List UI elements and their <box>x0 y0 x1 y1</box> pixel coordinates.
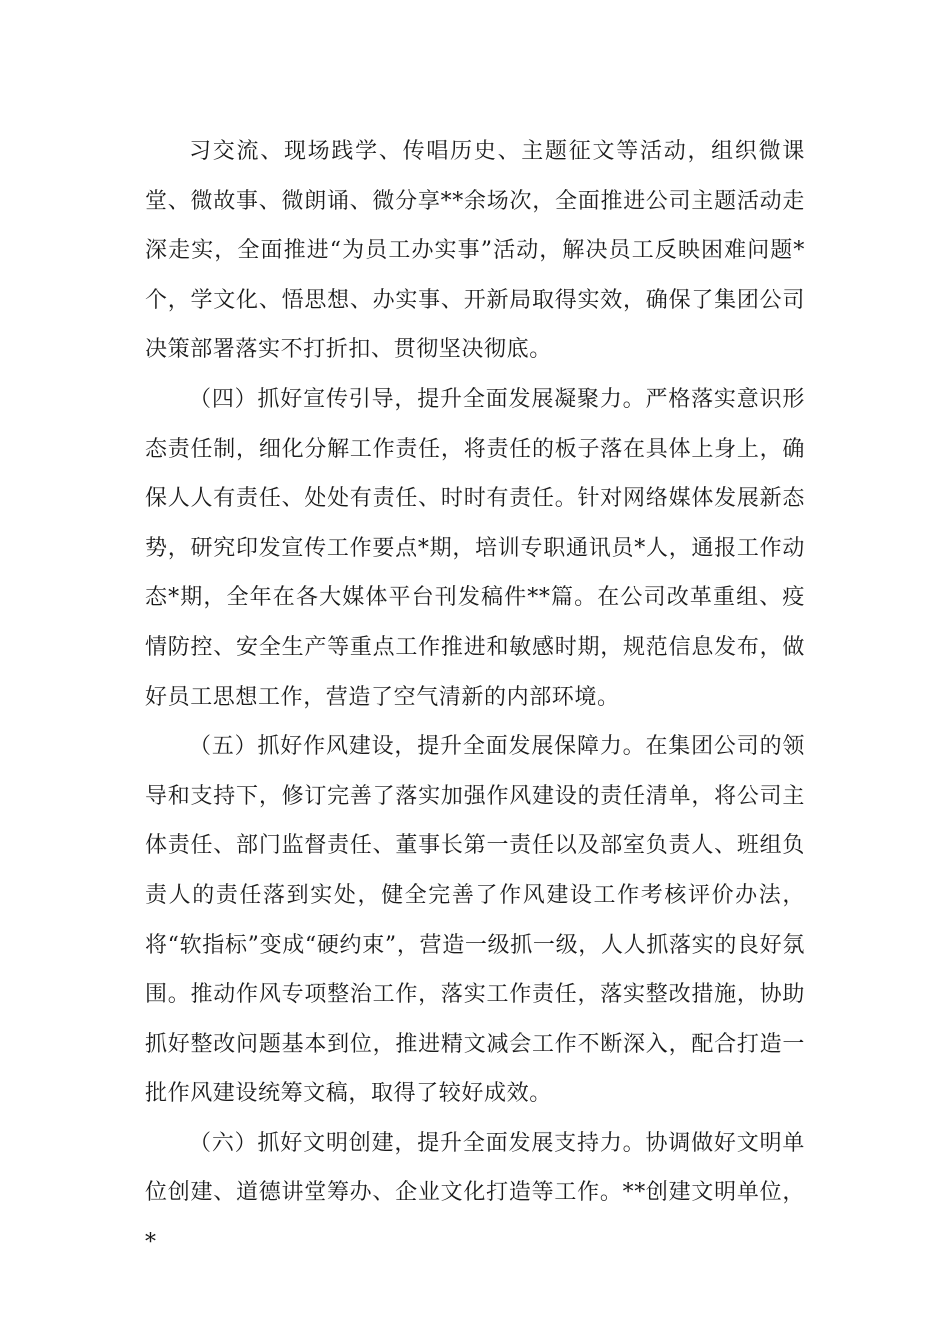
paragraph-continuation: 习交流、现场践学、传唱历史、主题征文等活动，组织微课堂、微故事、微朗诵、微分享**余场次，全面推进公司主题活动走深走实，全面推进“为员工办实事”活动，解决员工反映困难问题*个，学文化、悟思想、办实事、开新局取得实效，确保了集团公司决策部署落实不打折扣、贯彻坚决彻底。 <box>145 139 805 363</box>
document-body <box>145 127 805 1268</box>
paragraph-section-5: （五）抓好作风建设，提升全面发展保障力。在集团公司的领导和支持下，修订完善了落实加强作风建设的责任清单，将公司主体责任、部门监督责任、董事长第一责任以及部室负责人、班组负责人的责任落到实处，健全完善了作风建设工作考核评价办法，将“软指标”变成“硬约束”，营造一级抓一级，人人抓落实的良好氛围。推动作风专项整治工作，落实工作责任，落实整改措施，协助抓好整改问题基本到位，推进精文减会工作不断深入，配合打造一批作风建设统筹文稿，取得了较好成效。 <box>145 734 805 1107</box>
paragraph-section-6: （六）抓好文明创建，提升全面发展支持力。协调做好文明单位创建、道德讲堂筹办、企业文化打造等工作。**创建文明单位，* <box>145 1130 805 1256</box>
paragraph-section-4: （四）抓好宣传引导，提升全面发展凝聚力。严格落实意识形态责任制，细化分解工作责任，将责任的板子落在具体上身上，确保人人有责任、处处有责任、时时有责任。针对网络媒体发展新态势，研究印发宣传工作要点*期，培训专职通讯员*人，通报工作动态*期，全年在各大媒体平台刊发稿件**篇。在公司改革重组、疫情防控、安全生产等重点工作推进和敏感时期，规范信息发布，做好员工思想工作，营造了空气清新的内部环境。 <box>145 386 805 710</box>
